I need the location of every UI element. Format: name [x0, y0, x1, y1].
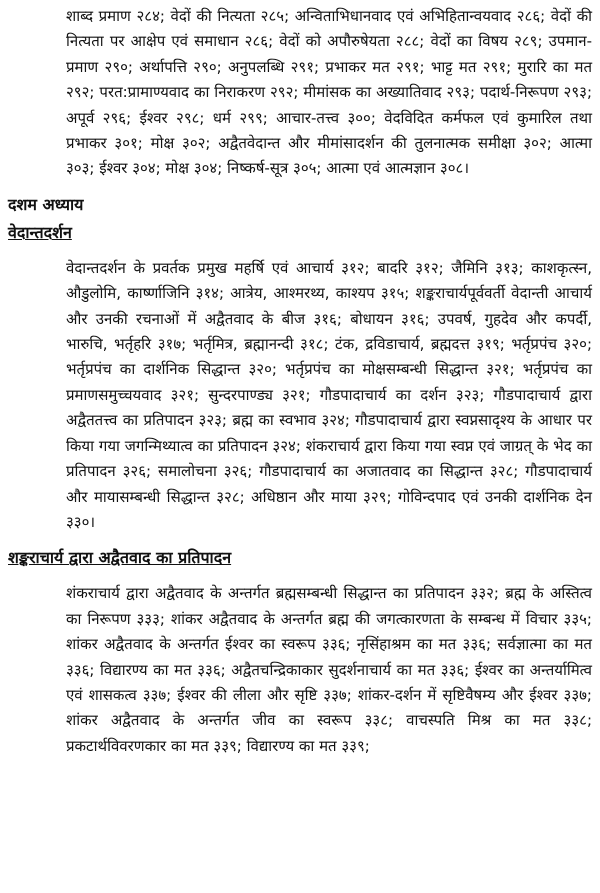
chapter-title: दशम अध्याय	[8, 194, 84, 214]
section-contents-paragraph: शंकराचार्य द्वारा अद्वैतवाद के अन्तर्गत ब्रह्मसम्बन्धी सिद्धान्त का प्रतिपादन ३३२; ब्रह्म के अस्तित्व का निरूपण ३३३; शांकर अद्वैतवाद के अन्तर्गत ब्रह्म की जगत्कारणता के सम्बन्ध में विचार ३३५; शांकर अद्वैतवाद के अन्तर्गत ईश्वर का स्वरूप ३३६; नृसिंहाश्रम का मत ३३६; सर्वज्ञात्मा का मत ३३६; विद्यारण्य का मत ३३६; अद्वैतचन्द्रिकाकार सुदर्शनाचार्य का मत ३३६; ईश्वर का अन्तर्यामित्व एवं शासकत्व ३३७; ईश्वर की लीला और सृष्टि ३३७; शांकर-दर्शन में सृष्टिवैषम्य और ईश्वर ३३७; शांकर अद्वैतवाद के अन्तर्गत जीव का स्वरूप ३३८; वाचस्पति मिश्र का मत ३३८; प्रकटार्थविवरणकार का मत ३३९; विद्यारण्य का मत ३३९;	[66, 584, 592, 755]
section-title: शङ्कराचार्य द्वारा अद्वैतवाद का प्रतिपादन	[8, 548, 232, 568]
chapter-contents-paragraph: वेदान्तदर्शन के प्रवर्तक प्रमुख महर्षि एवं आचार्य ३१२; बादरि ३१२; जैमिनि ३१३; काशकृत्स्न, औडुलोमि, कार्ष्णाजिनि ३१४; आत्रेय, आश्मरथ्य, काश्यप ३१५; शङ्कराचार्यपूर्ववर्ती वेदान्ती आचार्य और उनकी रचनाओं में अद्वैतवाद के बीज ३१६; बोधायन ३१६; उपवर्ष, गुहदेव और कपर्दी, भारुचि, भर्तृहरि ३१७; भर्तृमित्र, ब्रह्मानन्दी ३१८; टंक, द्रविडाचार्य, ब्रह्मदत्त ३१९; भर्तृप्रपंच ३२०; भर्तृप्रपंच का दार्शनिक सिद्धान्त ३२०; भर्तृप्रपंच का मोक्षसम्बन्धी सिद्धान्त ३२१; भर्तृप्रपंच का प्रमाणसमुच्चयवाद ३२१; सुन्दरपाण्ड्य ३२१; गौडपादाचार्य का दर्शन ३२३; गौडपादाचार्य द्वारा अद्वैततत्त्व का प्रतिपादन ३२३; ब्रह्म का स्वभाव ३२४; गौडपादाचार्य द्वारा स्वप्नसादृश्य के आधार पर किया गया जगन्मिथ्यात्व का प्रतिपादन ३२४; शंकराचार्य द्वारा किया गया स्वप्न एवं जाग्रत् के भेद का प्रतिपादन ३२६; समालोचना ३२६; गौडपादाचार्य का अजातवाद का सिद्धान्त ३२८; गौडपादाचार्य और मायासम्बन्धी सिद्धान्त ३२८; अधिष्ठान और माया ३२९; गोविन्दपाद एवं उनकी दार्शनिक देन ३३०।	[66, 258, 592, 531]
continued-contents-paragraph: शाब्द प्रमाण २८४; वेदों की नित्यता २८५; अन्विताभिधानवाद एवं अभिहितान्वयवाद २८६; वेदों की नित्यता पर आक्षेप एवं समाधान २८६; वेदों को अपौरुषेयता २८८; वेदों का विषय २८९; उपमान-प्रमाण २९०; अर्थापत्ति २९०; अनुपलब्धि २९१; प्रभाकर मत २९१; भाट्ट मत २९१; मुरारि का मत २९२; परत:प्रामाण्यवाद का निराकरण २९२; मीमांसक का अख्यातिवाद २९३; पदार्थ-निरूपण २९३; अपूर्व २९६; ईश्वर २९८; धर्म २९९; आचार-तत्त्व ३००; वेदविदित कर्मफल एवं कुमारिल तथा प्रभाकर ३०१; मोक्ष ३०२; अद्वैतवेदान्त और मीमांसादर्शन की तुलनात्मक समीक्षा ३०२; आत्मा ३०३; ईश्वर ३०४; मोक्ष ३०४; निष्कर्ष-सूत्र ३०५; आत्मा एवं आत्मज्ञान ३०८।	[66, 7, 592, 178]
chapter-subtitle: वेदान्तदर्शन	[8, 222, 72, 242]
